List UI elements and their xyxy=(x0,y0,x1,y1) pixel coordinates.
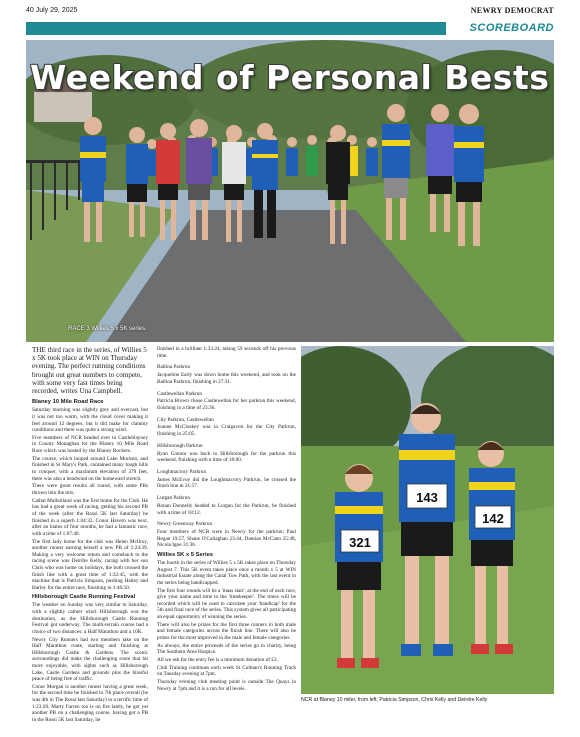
paragraph: There will also be prizes for the first three runners in both male and female categories across the finish line. There will also be prizes for the most improved in the male and female categories. xyxy=(157,621,296,641)
page-date: 40 July 29, 2025 xyxy=(26,7,78,14)
paragraph: Club Training continues each week St Colman's Running Track on Tuesday evening at 7pm. xyxy=(157,664,296,678)
subhead-city-parkrun: City Parkrun, Castlewellan xyxy=(157,416,214,423)
bib-number-middle: 143 xyxy=(416,490,438,505)
subhead-willies: Willies 5K x 5 Series xyxy=(157,551,214,558)
masthead: NEWRY DEMOCRAT xyxy=(470,6,554,15)
paragraph: Patricia Brown chose Castlewellan for her parkrun this weekend, finishing in a time of 23:36. xyxy=(157,398,296,411)
paragraph: As always, the entire proceeds of the series go to charity, being The Southern Area Hospice. xyxy=(157,642,296,656)
subhead-greenway: Newry Greenway Parkrun xyxy=(157,521,213,528)
paragraph: The first lady home for the club was Helen McIlroy, another runner earning herself a new PB of 1:24:39. Making a very welcome return and comeback to the racing scene was Deirdre Kelly, racing with her son Chris who was home on holidays, the both crossed the finish line with a great time of 1:32:45, with the machine that is Patricia Simpson, pushing Hailey and Harley for the entire race, finishing in 1:46:50. xyxy=(32,538,148,591)
subhead-castlewellan: Castlewellan Parkrun xyxy=(157,390,203,397)
paragraph: Four members of NCR were in Newry for the parkrun; Paul Regan 19:57, Shane O'Callaghan 23:44, Damian McCann 25:48, Nicola Igoe 31:36. xyxy=(157,529,296,549)
runners-photo-illustration xyxy=(301,346,554,694)
paragraph: Cathal Mulholland was the first home for the Club. He has had a great week of racing, getting his second PB of the week (after the Rossi 5K last Saturday) he finished in a superb 1:04:32. Conor Havern was next, after an hiatus of four months, he had a fantastic race, with a time of 1:07:48. xyxy=(32,497,148,537)
bib-number-left: 321 xyxy=(349,535,371,550)
subhead-lurgan: Lurgan Parkrun xyxy=(157,495,190,502)
paragraph: The course, which looped around Lake Muckno, and finished in St Mary's Park, contained many tough hills to conquer, with a maximum elevation of 379 feet, there was also a headwind on the homeward stretch. xyxy=(32,455,148,482)
runners-photo xyxy=(301,346,554,694)
article-intro: THE third race in the series, of Willies 5 x 5K took place at WIN on Thursday evening. The perfect running conditions brought out great numbers to compete, with some very fast times being recorded, writes Una Campbell. xyxy=(32,346,147,396)
paragraph: The weather on Sunday was very similar to Saturday, with a slightly calmer wind. Hillsborough was the destination, as the Hillsborough Castle Running Festival got underway. The multi-terrain course had a choice of two distances: a Half Marathon and a 10K. xyxy=(32,602,148,635)
paragraph: Conor Morgan is another runner having a great week, for the second time he finished in 7th place overall (he was 4th in The Rossi last Saturday) in a terrific time of 1:23:28. Marty Farren too is on fire lately, he got yet another PB on a challenging course, having got a PB in the Rossi 5K last Saturday, he xyxy=(32,683,148,723)
paragraph: The first four rounds will be a 'mass start', at the end of each race, give your name and time to the 'timekeeper'. The times will be recorded which will be used to calculate your 'handicap' for the 5th and final race of the series. This system gives all participating an equal opportunity of winning the series. xyxy=(157,587,296,620)
paragraph: Joanne McCloskey was in Craigavon for the City Parkrun, finishing in 25:05. xyxy=(157,424,296,438)
paragraph: Ronan Donnelly headed to Lurgan for the Parkrun, he finished with a time of 18:12. xyxy=(157,502,296,516)
section-label: SCOREBOARD xyxy=(446,22,554,35)
bib-number-right: 142 xyxy=(482,511,504,526)
paragraph: Five members of NCR headed over to Castleblayney in County Monaghan for the Blaney 10 Mile Road Race which was hosted by the Blaney Rockets. xyxy=(32,434,148,455)
section-bar xyxy=(26,22,554,35)
paragraph: James McEvoy did the Loughmacrory Parkrun, he crossed the finish line in 31:57. xyxy=(157,476,296,490)
article-column-1 xyxy=(32,346,148,725)
paragraph: Thursday evening club meeting point is outside The Quays in Newry at 7pm and it is a run for all levels. xyxy=(157,679,296,692)
paragraph: Newry City Runners had two members take on the Half Marathon route, starting and finishing at Hillsborough Castle & Gardens. The scenic surroundings did make the challenging route that bit more enjoyable, with sights such as Hillsborough Lake, Castle Gardens and grounds plus the blissful peace of being free of traffic. xyxy=(32,636,148,683)
hero-photo-caption: RACE 3 Willies 5 x 5K series. xyxy=(68,326,147,332)
subhead-blaney: Blaney 10 Mile Road Race xyxy=(32,399,104,406)
subhead-hillsborough-parkrun: Hillsborough Parkrun xyxy=(157,442,203,449)
subhead-hillsborough: Hillsborough Castle Running Festival xyxy=(32,594,136,601)
paragraph: Saturday morning was slightly grey and overcast, but it was not too warm, with the cloud cover making it feel around 12 degrees, but it did make for clammy conditions and there was quite a strong wind. xyxy=(32,407,148,434)
subhead-loughmacrory: Loughmacrory Parkrun xyxy=(157,469,207,475)
article-column-2 xyxy=(157,346,296,694)
paragraph: The fourth in the series of Willies 5 x 5K takes place on Thursday August 7. This 5K event takes place once a month x 5 at WIN Industrial Estate along the Canal Tow Path, with the last event in the series being handicapped. xyxy=(157,559,296,586)
paragraph: Ryan Connor was back to Hillsborough for the parkrun this weekend, finishing with a time of 18:00. xyxy=(157,450,296,464)
headline: Weekend of Personal Bests xyxy=(30,58,550,97)
paragraph: Jacqueline Early was down home this weekend, and took on the Ballina Parkrun, finishing in 27:31. xyxy=(157,372,296,385)
paragraph: finished in a brilliant 1:33:24, taking 59 seconds off his previous time. xyxy=(157,346,296,359)
page-folio xyxy=(26,6,554,18)
runners-photo-caption: NCR at Blaney 10 miler, from left, Patricia Simpson, Chris Kelly and Deirdre Kelly xyxy=(301,697,488,703)
paragraph: All we ask for the entry fee is a minimum donation of £3. xyxy=(157,657,278,664)
hero-photo xyxy=(26,40,554,342)
paragraph: There were great results all round, with some PBs thrown into the mix. xyxy=(32,483,148,496)
section-bar-rule xyxy=(26,22,446,35)
subhead-ballina: Ballina Parkrun xyxy=(157,364,191,371)
